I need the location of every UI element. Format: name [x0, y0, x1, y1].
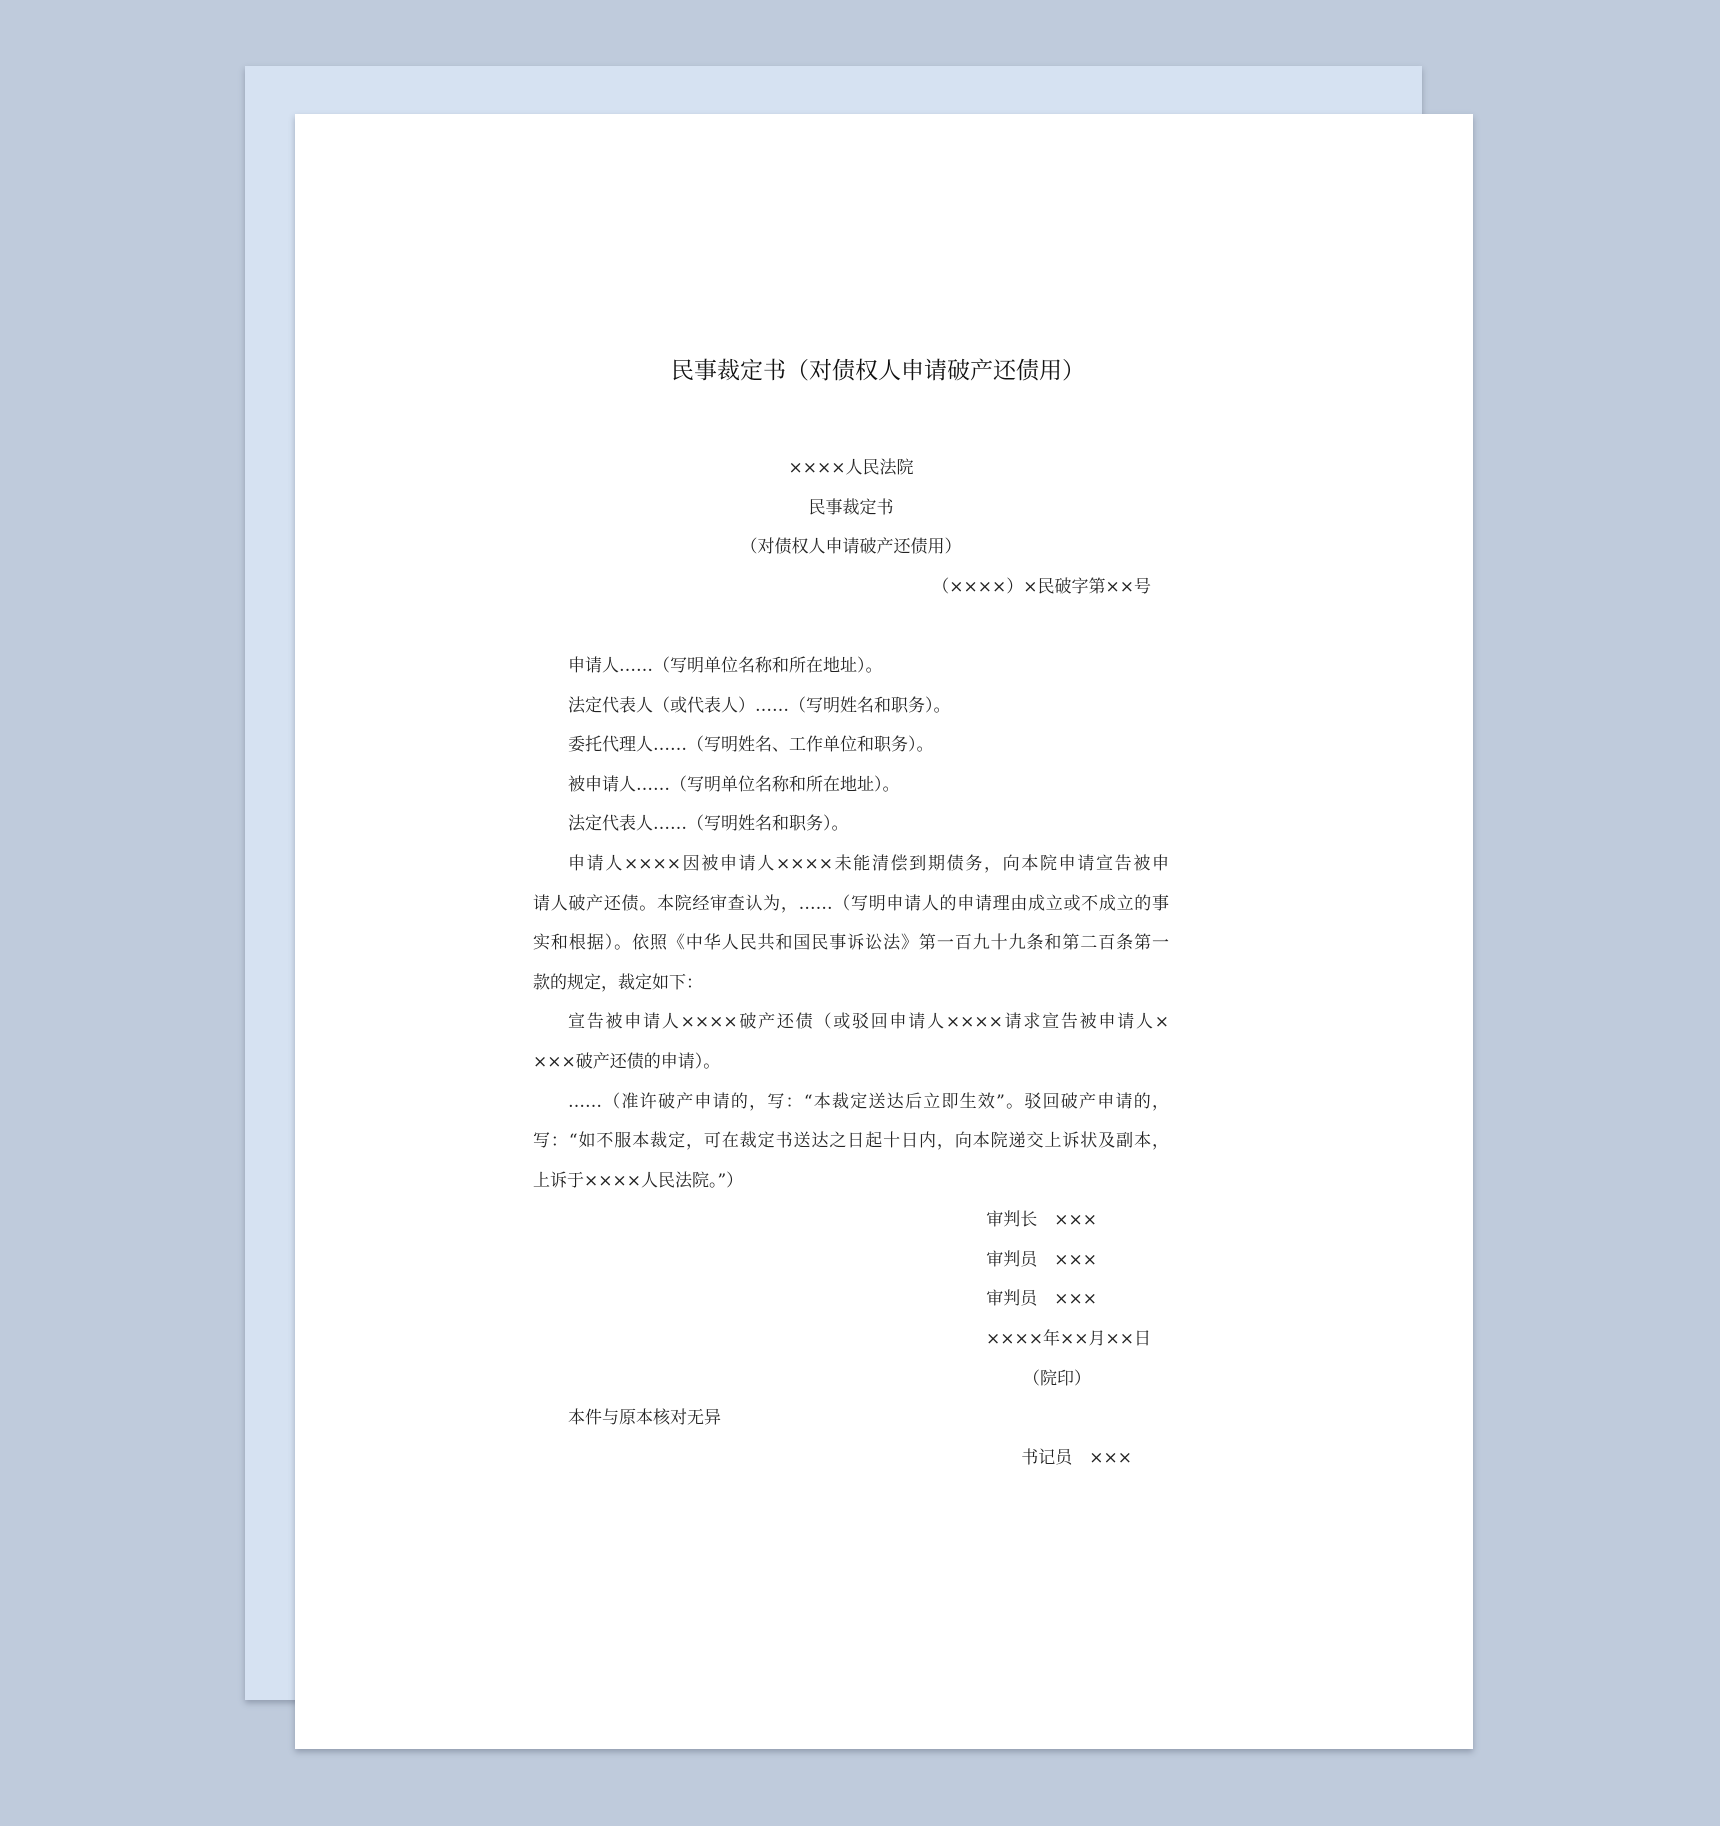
- paragraph-line: 上诉于××××人民法院。”）: [533, 1170, 744, 1191]
- document-title-text: 民事裁定书（对债权人申请破产还债用）: [671, 358, 1085, 384]
- paragraph-line: 写：“如不服本裁定，可在裁定书送达之日起十日内，向本院递交上诉状及副本，: [533, 1131, 1169, 1152]
- document-date: ××××年××月××日: [986, 1329, 1151, 1350]
- clerk-signature: 书记员 ×××: [1021, 1447, 1132, 1468]
- case-number: （××××）×民破字第××号: [932, 576, 1151, 597]
- spacer: [533, 607, 1169, 647]
- signature-judge: 审判员 ×××: [986, 1249, 1097, 1270]
- paragraph-line: 申请人××××因被申请人××××未能清偿到期债务，向本院申请宣告被申: [568, 853, 1169, 874]
- signature-chief-judge: 审判长 ×××: [986, 1210, 1097, 1231]
- signature-judge: 审判员 ×××: [986, 1289, 1097, 1310]
- party-line: 法定代表人（或代表人）……（写明姓名和职务）。: [568, 695, 951, 716]
- party-line: 委托代理人……（写明姓名、工作单位和职务）。: [568, 735, 934, 756]
- paragraph-line: ……（准许破产申请的，写：“本裁定送达后立即生效”。驳回破产申请的，: [568, 1091, 1169, 1112]
- paragraph-line: 请人破产还债。本院经审查认为，……（写明申请人的申请理由成立或不成立的事: [533, 893, 1169, 914]
- party-line: 申请人……（写明单位名称和所在地址）。: [568, 655, 883, 676]
- certification-note: 本件与原本核对无异: [568, 1408, 721, 1429]
- paragraph-line: 款的规定，裁定如下：: [533, 972, 703, 993]
- document-title: [295, 354, 1473, 388]
- document-page: [295, 114, 1473, 1749]
- court-seal: （院印）: [1023, 1368, 1091, 1389]
- doc-type: 民事裁定书: [808, 497, 894, 518]
- court-name: ××××人民法院: [788, 458, 914, 478]
- paragraph-line: ×××破产还债的申请）。: [533, 1051, 721, 1072]
- doc-subtitle: （对债权人申请破产还债用）: [740, 537, 962, 558]
- document-body: [533, 449, 1169, 1478]
- party-line: 被申请人……（写明单位名称和所在地址）。: [568, 774, 900, 795]
- paragraph-line: 宣告被申请人××××破产还债（或驳回申请人××××请求宣告被申请人×: [568, 1012, 1169, 1033]
- party-line: 法定代表人……（写明姓名和职务）。: [568, 814, 849, 835]
- paragraph-line: 实和根据）。依照《中华人民共和国民事诉讼法》第一百九十九条和第二百条第一: [533, 933, 1169, 954]
